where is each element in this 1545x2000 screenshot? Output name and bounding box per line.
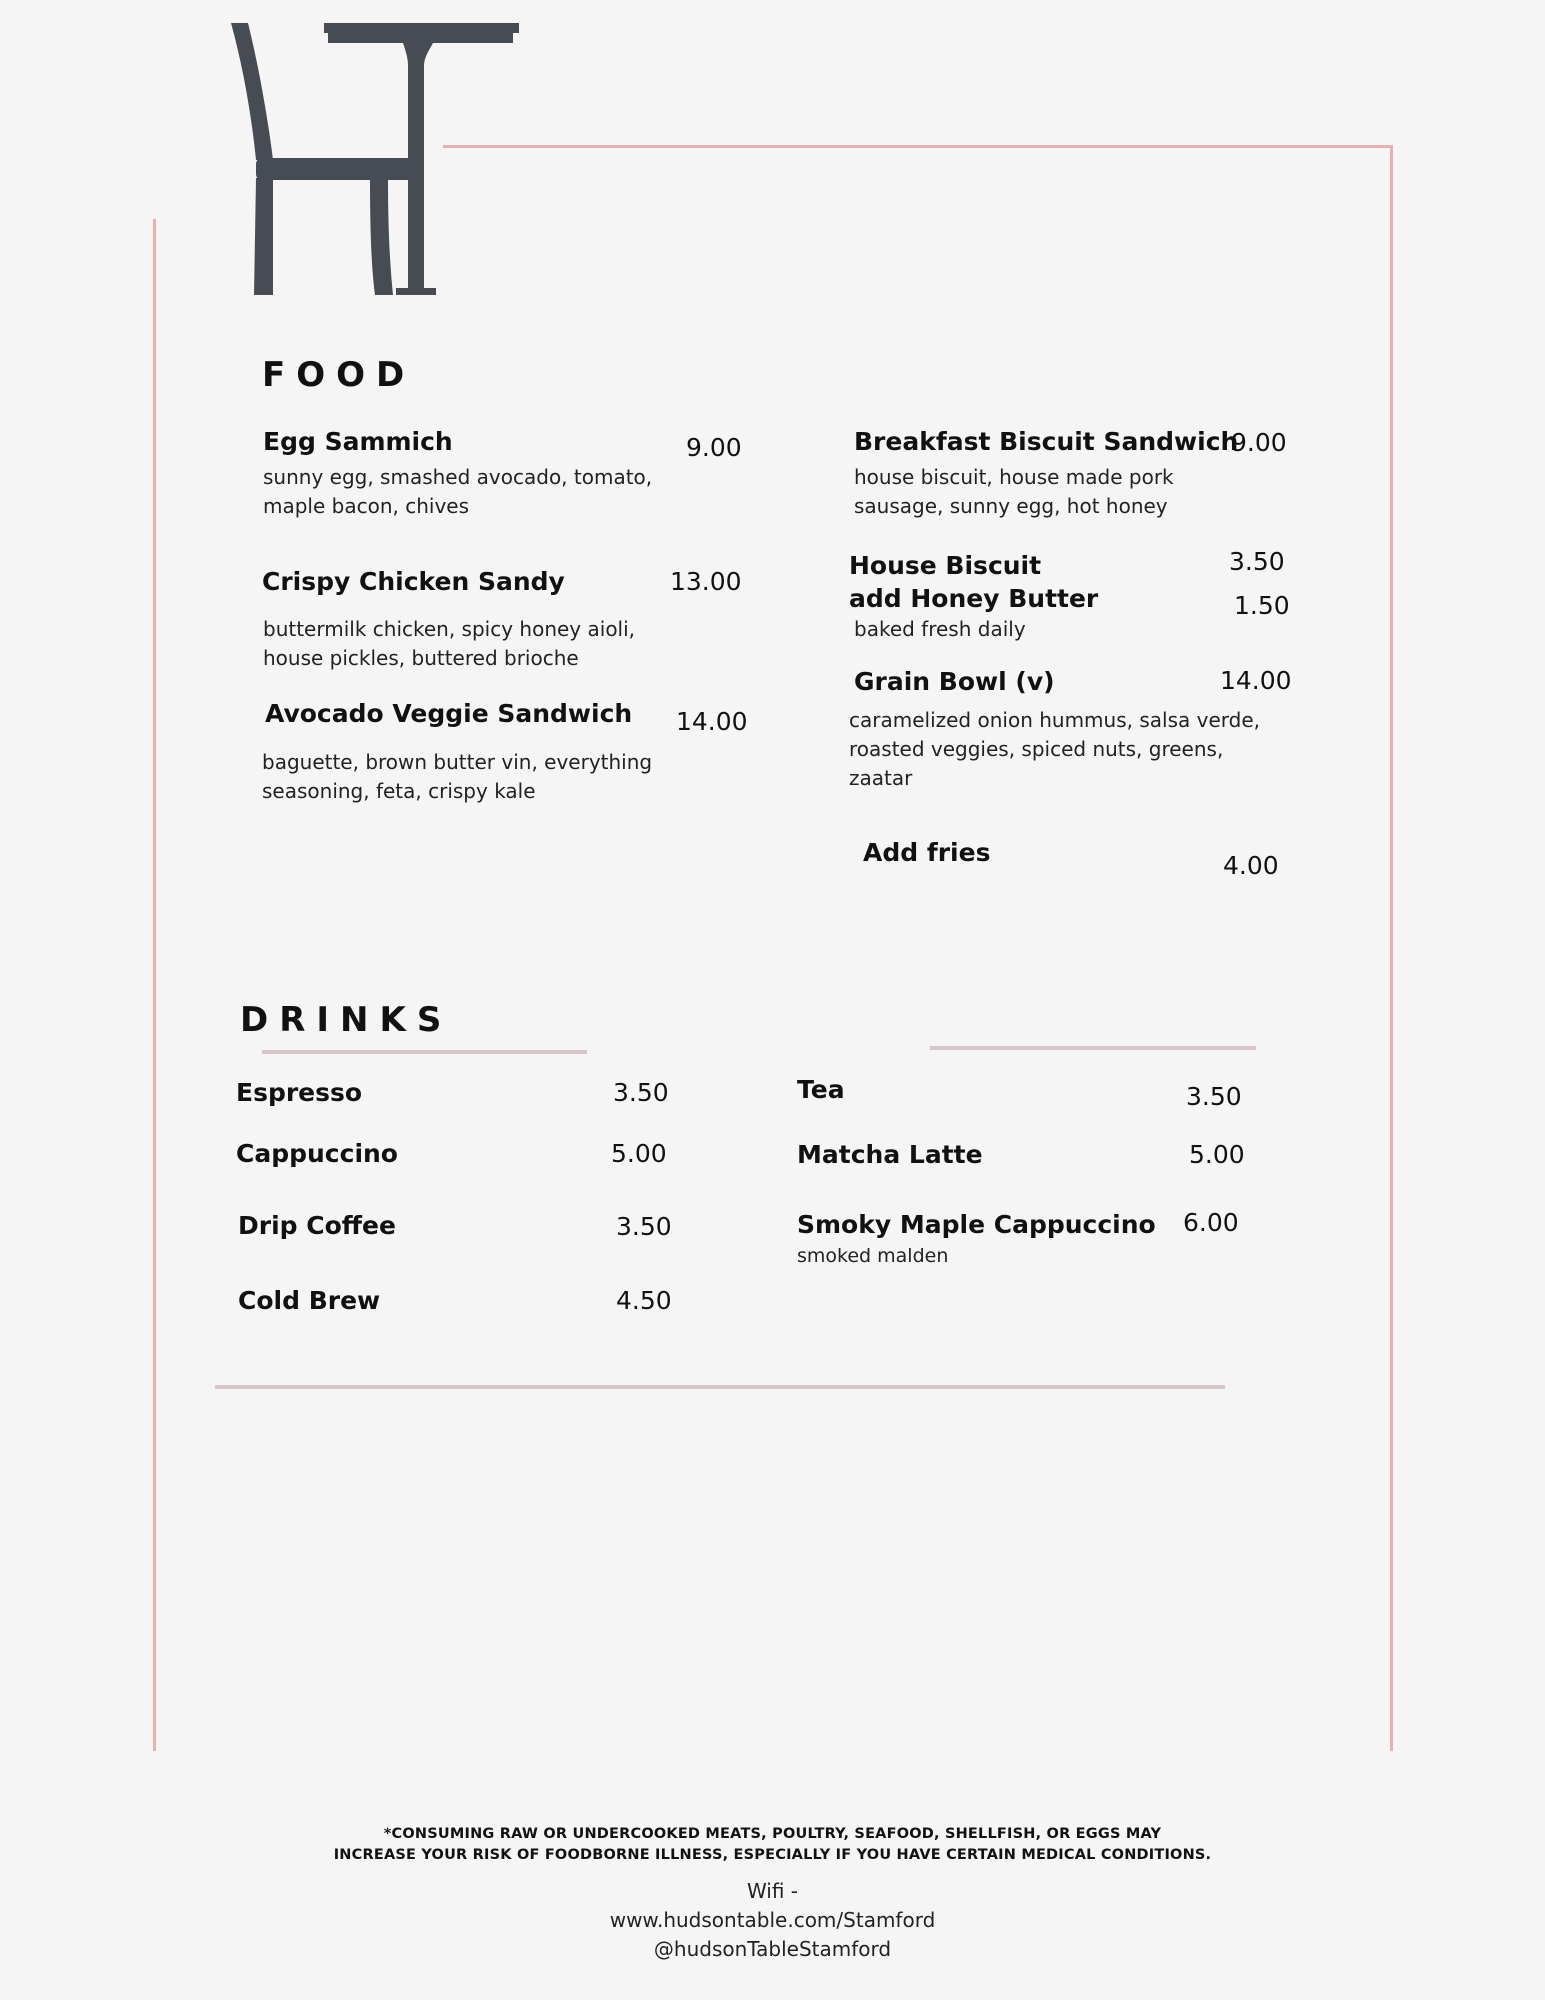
menu-item-name: Crispy Chicken Sandy <box>262 567 565 596</box>
frame-right-line <box>1390 145 1393 1751</box>
drinks-divider-left <box>262 1050 587 1054</box>
menu-item-description: baguette, brown butter vin, everything seasoning, feta, crispy kale <box>262 750 653 803</box>
drink-item-price: 3.50 <box>616 1212 672 1241</box>
drink-item-price: 3.50 <box>613 1078 669 1107</box>
drinks-section-title: DRINKS <box>240 1000 453 1040</box>
menu-item-name: House Biscuit <box>849 551 1042 580</box>
menu-item-description: buttermilk chicken, spicy honey aioli, house pickles, buttered brioche <box>263 617 636 670</box>
menu-item-name: Avocado Veggie Sandwich <box>265 699 633 728</box>
menu-item-description: baked fresh daily <box>854 617 1026 641</box>
menu-item-description: sunny egg, smashed avocado, tomato, maple bacon, chives <box>263 465 653 518</box>
frame-left-line <box>153 219 156 1751</box>
menu-item-price: 3.50 <box>1229 547 1285 576</box>
frame-top-line <box>443 145 1393 148</box>
drink-item-name: Cold Brew <box>238 1286 381 1315</box>
menu-item-description: house biscuit, house made pork sausage, sunny egg, hot honey <box>854 465 1174 518</box>
menu-item-name: Egg Sammich <box>263 427 453 456</box>
hudson-table-logo <box>228 20 523 295</box>
menu-item-price: 4.00 <box>1223 851 1279 880</box>
drink-item-name: Tea <box>797 1075 845 1104</box>
food-section-title: FOOD <box>262 355 416 395</box>
disclaimer-line-1: *CONSUMING RAW OR UNDERCOOKED MEATS, POULTRY, SEAFOOD, SHELLFISH, OR EGGS MAY <box>383 1826 1162 1842</box>
menu-item-price: 1.50 <box>1234 591 1290 620</box>
menu-item-description: caramelized onion hummus, salsa verde, roasted veggies, spiced nuts, greens, zaatar <box>849 708 1260 790</box>
drinks-bottom-divider <box>215 1385 1225 1389</box>
menu-item-price: 9.00 <box>686 433 742 462</box>
menu-item-price: 9.00 <box>1231 428 1287 457</box>
website-link[interactable]: www.hudsontable.com/Stamford <box>609 1908 936 1932</box>
drink-item-name: Matcha Latte <box>797 1140 983 1169</box>
drink-item-price: 4.50 <box>616 1286 672 1315</box>
drink-item-name: Drip Coffee <box>238 1211 396 1240</box>
menu-item-name: Add fries <box>863 838 991 867</box>
drink-item-name: Smoky Maple Cappuccino <box>797 1210 1156 1239</box>
drinks-divider-right <box>930 1046 1256 1050</box>
drink-item-description: smoked malden <box>797 1245 949 1267</box>
disclaimer-line-2: INCREASE YOUR RISK OF FOODBORNE ILLNESS, ESPECIALLY IF YOU HAVE CERTAIN MEDICAL CONDITIONS. <box>333 1847 1212 1863</box>
drink-item-price: 5.00 <box>611 1139 667 1168</box>
drink-item-name: Cappuccino <box>236 1139 398 1168</box>
menu-item-price: 14.00 <box>676 707 748 736</box>
menu-item-name: Grain Bowl (v) <box>854 667 1055 696</box>
wifi-label: Wifi - <box>746 1879 799 1903</box>
social-handle[interactable]: @hudsonTableStamford <box>653 1937 892 1961</box>
menu-item-price: 14.00 <box>1220 666 1292 695</box>
drink-item-price: 3.50 <box>1186 1082 1242 1111</box>
menu-item-name: add Honey Butter <box>849 584 1099 613</box>
menu-item-price: 13.00 <box>670 567 742 596</box>
drink-item-price: 5.00 <box>1189 1140 1245 1169</box>
menu-item-name: Breakfast Biscuit Sandwich <box>854 427 1239 456</box>
drink-item-name: Espresso <box>236 1078 363 1107</box>
drink-item-price: 6.00 <box>1183 1208 1239 1237</box>
